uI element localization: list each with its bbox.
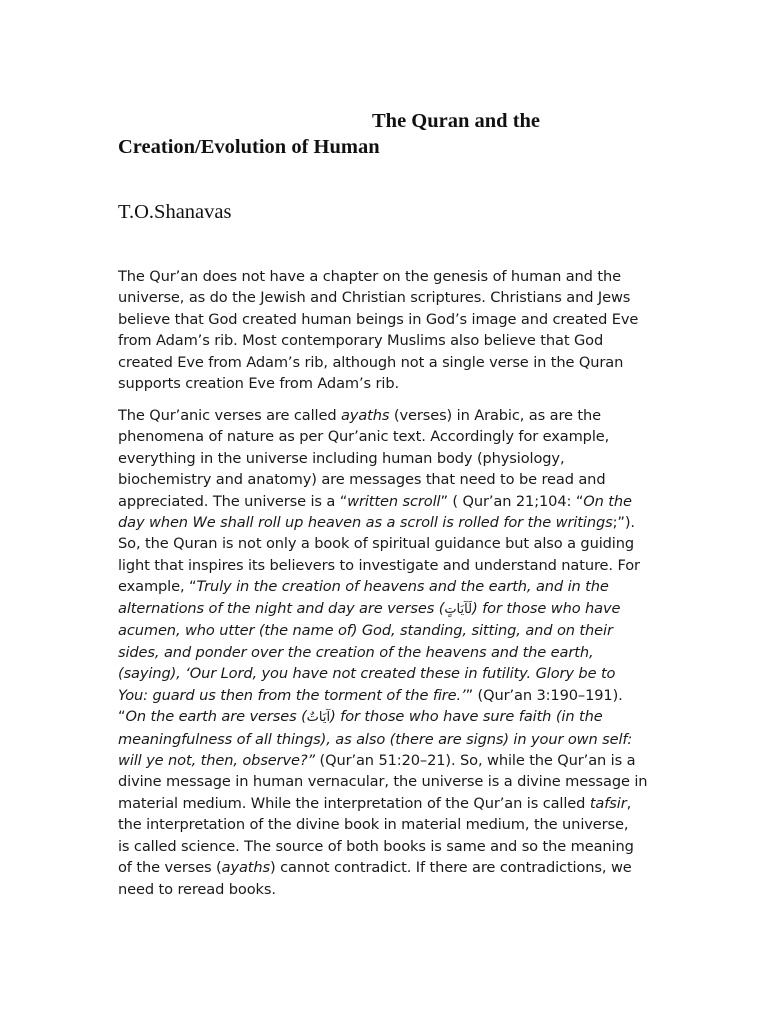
paragraph-line: [118, 491, 658, 512]
paragraph-line: [118, 576, 658, 597]
italic-quote: On the earth are verses (: [125, 708, 307, 726]
arabic-word: لَآيَاتٍ: [444, 601, 473, 617]
italic-quote: Truly in the creation of heavens and the earth, and in the: [196, 578, 609, 596]
paragraph-line: [118, 685, 658, 706]
text-run: ,: [626, 794, 632, 812]
paragraph-line: So, the Quran is not only a book of spiritual guidance but also a guiding: [118, 535, 634, 553]
italic-term: written scroll: [347, 492, 441, 510]
italic-quote: meaningfulness of all things), as also (there are signs) in your own self:: [118, 730, 633, 748]
italic-quote: You: guard us then from the torment of the fire.’: [118, 686, 466, 704]
paragraph-line: [118, 642, 658, 663]
italic-term: tafsir: [589, 794, 627, 812]
italic-quote: will ye not, then, observe?”: [118, 751, 315, 769]
text-run: “: [118, 708, 126, 726]
italic-quote: day when We shall roll up heaven as a scroll is rolled for the writings: [118, 513, 613, 531]
text-run: The Qur’anic verses are called: [118, 406, 341, 424]
text-run: (verses) in Arabic, as are the: [389, 406, 601, 424]
text-run: example, “: [118, 578, 197, 596]
paragraph-line: divine message in human vernacular, the universe is a divine message in: [118, 773, 648, 791]
paragraph-line: created Eve from Adam’s rib, although not a single verse in the Quran: [118, 353, 624, 371]
paragraph-line: [118, 620, 658, 641]
paragraph-line: everything in the universe including human body (physiology,: [118, 449, 565, 467]
title-line-1: The Quran and the: [372, 110, 541, 132]
paragraph-1: [118, 266, 658, 395]
paragraph-line: [118, 729, 658, 750]
paragraph-line: from Adam’s rib. Most contemporary Muslims also believe that God: [118, 332, 604, 350]
italic-quote: (saying), ‘Our Lord, you have not created these in futility. Glory be to: [118, 665, 616, 683]
italic-quote: alternations of the night and day are verses (: [118, 599, 445, 617]
italic-quote: acumen, who utter (the name of) God, standing, sitting, and on their: [118, 622, 613, 640]
paragraph-line: need to reread books.: [118, 880, 276, 898]
text-run: ” (Qur’an 3:190–191).: [465, 686, 623, 704]
paragraph-line: universe, as do the Jewish and Christian scriptures. Christians and Jews: [118, 289, 631, 307]
paragraph-line: [118, 663, 658, 684]
italic-quote: On the: [583, 492, 632, 510]
text-run: appreciated. The universe is a “: [118, 492, 348, 510]
text-run: ) cannot contradict. If there are contradictions, we: [270, 859, 632, 877]
paragraph-line: [118, 405, 658, 426]
body-text: [118, 266, 658, 910]
author-name: T.O.Shanavas: [118, 201, 232, 223]
text-run: ” ( Qur’an 21;104: “: [440, 492, 584, 510]
paragraph-line: [118, 857, 658, 878]
text-run: (Qur’an 51:20–21). So, while the Qur’an is a: [314, 751, 636, 769]
paragraph-line: believe that God created human beings in God’s image and created Eve: [118, 310, 639, 328]
italic-term: ayaths: [340, 406, 390, 424]
paragraph-line: [118, 750, 658, 771]
paragraph-line: [118, 598, 658, 620]
document-title: [118, 108, 678, 160]
arabic-word: آيَاتٌ: [306, 710, 331, 726]
paragraph-line: [118, 512, 658, 533]
italic-quote: ) for those who have sure faith (in the: [330, 708, 603, 726]
paragraph-line: [118, 706, 658, 728]
title-line-2: Creation/Evolution of Human: [118, 136, 380, 158]
paragraph-line: light that inspires its believers to investigate and understand nature. For: [118, 556, 640, 574]
italic-term: ayaths: [221, 859, 271, 877]
italic-quote: sides, and ponder over the creation of the heavens and the earth,: [118, 643, 594, 661]
paragraph-line: phenomena of nature as per Qur’anic text. Accordingly for example,: [118, 428, 610, 446]
paragraph-line: is called science. The source of both books is same and so the meaning: [118, 837, 634, 855]
paragraph-2: [118, 405, 658, 900]
paragraph-line: biochemistry and anatomy) are messages that need to be read and: [118, 471, 606, 489]
text-run: of the verses (: [118, 859, 222, 877]
text-run: ;”).: [612, 513, 635, 531]
text-run: material medium. While the interpretation of the Qur’an is called: [118, 794, 590, 812]
paragraph-line: [118, 793, 658, 814]
paragraph-line: The Qur’an does not have a chapter on the genesis of human and the: [118, 268, 621, 285]
paragraph-line: the interpretation of the divine book in material medium, the universe,: [118, 816, 629, 834]
paragraph-line: supports creation Eve from Adam’s rib.: [118, 375, 399, 393]
italic-quote: ) for those who have: [472, 599, 621, 617]
